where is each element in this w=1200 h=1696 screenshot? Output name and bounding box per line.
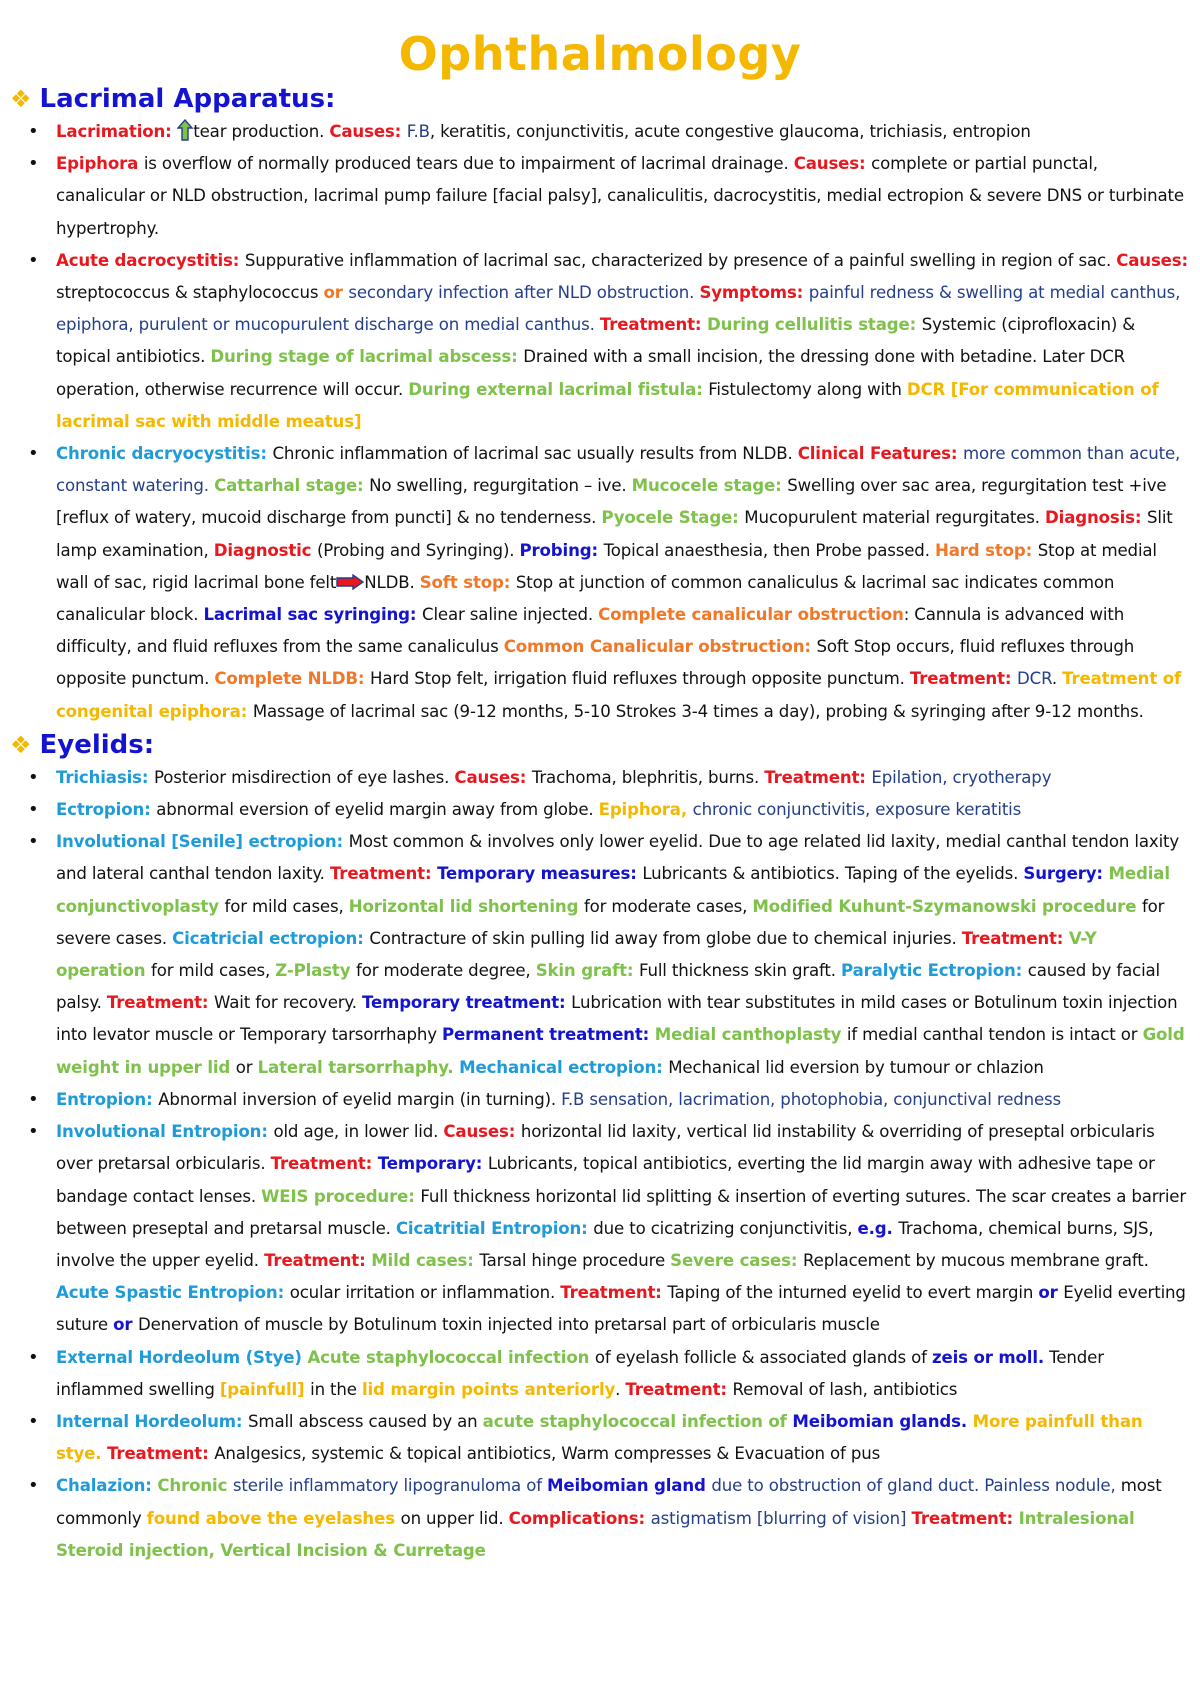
term-label: During external lacrimal fistula: bbox=[408, 379, 709, 399]
text-run: Suppurative inflammation of lacrimal sac, characterized by presence of a painful swelling in region of sac. bbox=[244, 250, 1117, 270]
text-run: sterile inflammatory lipogranuloma of bbox=[232, 1476, 548, 1496]
term-label: Lacrimation: bbox=[56, 122, 178, 141]
text-run: due to cicatrizing conjunctivitis, bbox=[593, 1218, 858, 1238]
term-label: Soft stop: bbox=[419, 572, 516, 592]
term-label: Lateral tarsorrhaphy. bbox=[257, 1057, 460, 1077]
list-item bbox=[0, 794, 1200, 826]
text-run: Removal of lash, antibiotics bbox=[732, 1379, 958, 1399]
term-label: Causes: bbox=[1116, 250, 1189, 270]
term-label: Paralytic Ectropion: bbox=[841, 961, 1028, 981]
term-label: Common Canalicular obstruction: bbox=[503, 637, 817, 657]
text-run: for mild cases, bbox=[224, 896, 349, 916]
text-run: old age, in lower lid. bbox=[273, 1122, 444, 1142]
text-run: for severe cases. bbox=[56, 896, 1165, 948]
term-label: Causes: bbox=[443, 1122, 521, 1142]
term-label: Gold weight in upper lid bbox=[56, 1025, 1185, 1077]
term-label: Involutional Entropion: bbox=[56, 1122, 274, 1142]
text-run: Full thickness horizontal lid splitting & insertion of everting sutures. The scar creates a barrier between preseptal and pretarsal muscle. bbox=[56, 1186, 1187, 1238]
text-run: Lubricants, topical antibiotics, everting the lid margin away with adhesive tape or bandage contact lenses. bbox=[56, 1154, 1155, 1206]
term-label: Meibomian gland bbox=[547, 1476, 712, 1496]
term-label: Complications: bbox=[508, 1508, 651, 1528]
text-run: Epilation, cryotherapy bbox=[871, 767, 1052, 787]
term-label: Treatment of congenital epiphora: bbox=[56, 669, 1182, 721]
text-run: Analgesics, systemic & topical antibiotics, Warm compresses & Evacuation of pus bbox=[214, 1444, 881, 1464]
term-label: WEIS procedure: bbox=[261, 1186, 421, 1206]
term-label: Acute dacrocystitis: bbox=[56, 250, 245, 270]
text-run: Slit lamp examination, bbox=[56, 508, 1173, 560]
term-label: More painfull than stye. bbox=[56, 1411, 1143, 1464]
term-label: Modified Kuhunt-Szymanowski procedure bbox=[752, 896, 1142, 916]
list-item bbox=[0, 826, 1200, 1084]
text-run: or bbox=[235, 1057, 258, 1077]
text-run: due to obstruction of gland duct. bbox=[711, 1476, 985, 1496]
text-run: Taping of the inturned eyelid to evert margin bbox=[667, 1283, 1039, 1303]
text-run: Replacement by mucous membrane graft. bbox=[803, 1250, 1149, 1270]
text-run: Trachoma, blephritis, burns. bbox=[531, 767, 765, 787]
text-run: more common than acute, constant watering. bbox=[56, 444, 1181, 496]
term-label: Treatment: bbox=[625, 1379, 733, 1399]
list-item bbox=[0, 438, 1200, 728]
section-heading bbox=[10, 82, 1200, 116]
text-run: Trachoma, chemical burns, SJS, involve the upper eyelid. bbox=[56, 1218, 1154, 1270]
term-label: Mucocele stage: bbox=[631, 476, 788, 496]
term-label: Entropion: bbox=[56, 1089, 159, 1109]
term-label: Ectropion: bbox=[56, 800, 157, 820]
text-run: most commonly bbox=[56, 1476, 1162, 1528]
text-run: F.B bbox=[406, 122, 430, 141]
term-label: Intralesional Steroid injection, Vertical Incision & Curretage bbox=[56, 1508, 1135, 1560]
text-run: streptococcus & staphylococcus bbox=[56, 283, 324, 303]
term-label: Involutional [Senile] ectropion: bbox=[56, 832, 349, 852]
term-label: Treatment: bbox=[106, 993, 215, 1013]
term-label: or bbox=[323, 283, 349, 303]
term-label: Diagnostic bbox=[213, 540, 317, 560]
text-run: secondary infection after NLD obstruction. bbox=[348, 283, 700, 303]
term-label: During stage of lacrimal abscess: bbox=[210, 347, 524, 367]
term-label: Treatment: bbox=[909, 669, 1017, 689]
term-label: Acute Spastic Entropion: bbox=[56, 1283, 290, 1303]
term-label: Mild cases: bbox=[371, 1250, 480, 1270]
term-label: Causes: bbox=[329, 122, 407, 141]
text-run: Fistulectomy along with bbox=[708, 379, 907, 399]
text-run: on upper lid. bbox=[400, 1508, 509, 1528]
term-label: Treatment: bbox=[961, 928, 1069, 948]
list-item bbox=[0, 762, 1200, 794]
term-label: or bbox=[113, 1315, 138, 1335]
term-label: Treatment: bbox=[329, 864, 438, 884]
text-run: astigmatism [blurring of vision] bbox=[650, 1508, 912, 1528]
term-label: During cellulitis stage: bbox=[707, 315, 922, 335]
list-item bbox=[0, 245, 1200, 438]
list-item bbox=[0, 148, 1200, 245]
text-run: : Cannula is advanced with difficulty, and fluid refluxes from the same canaliculus bbox=[56, 605, 1125, 657]
term-label: e.g. bbox=[857, 1218, 899, 1238]
text-run: if medial canthal tendon is intact or bbox=[846, 1025, 1143, 1045]
term-label: Treatment: bbox=[911, 1508, 1019, 1528]
term-label: Chalazion: bbox=[56, 1476, 158, 1496]
text-run: caused by facial palsy. bbox=[56, 961, 1161, 1013]
text-run: (Probing and Syringing). bbox=[316, 540, 520, 560]
term-label: Mechanical ectropion: bbox=[459, 1057, 669, 1077]
term-label: DCR [For communication of lacrimal sac with middle meatus] bbox=[56, 379, 1159, 431]
term-label: Lacrimal sac syringing: bbox=[203, 605, 423, 625]
term-label: lid margin points anteriorly bbox=[361, 1379, 616, 1399]
text-run: Soft Stop occurs, fluid refluxes through opposite punctum. bbox=[56, 637, 1135, 689]
term-label: found above the eyelashes bbox=[146, 1508, 401, 1528]
text-run: tear production. bbox=[193, 122, 330, 141]
term-label: acute staphylococcal infection of bbox=[482, 1411, 793, 1431]
text-run: in the bbox=[310, 1379, 362, 1399]
term-label: Epiphora bbox=[56, 154, 144, 174]
list-item bbox=[0, 1342, 1200, 1406]
text-run: Tender inflammed swelling bbox=[56, 1347, 1104, 1399]
diamond-bullet-icon: ❖ bbox=[10, 730, 32, 759]
text-run: DCR bbox=[1017, 669, 1052, 689]
term-label: Clinical Features: bbox=[797, 444, 964, 464]
term-label: V-Y operation bbox=[56, 928, 1097, 981]
term-label: Treatment: bbox=[270, 1154, 378, 1174]
page-title: Ophthalmology bbox=[398, 27, 802, 81]
term-label: Treatment: bbox=[560, 1283, 668, 1303]
term-label: Treatment: bbox=[599, 315, 708, 335]
term-label: Trichiasis: bbox=[56, 767, 154, 787]
text-run: . bbox=[615, 1379, 626, 1399]
text-run: No swelling, regurgitation – ive. bbox=[369, 476, 632, 496]
term-label: or bbox=[1038, 1283, 1064, 1303]
bullet-list bbox=[0, 116, 1200, 728]
term-label: Diagnosis: bbox=[1045, 508, 1147, 528]
text-run: painful redness & swelling at medial canthus, epiphora, purulent or mucopurulent discharge on medial canthus. bbox=[56, 283, 1181, 335]
term-label: Symptoms: bbox=[699, 283, 809, 303]
text-run: Lubrication with tear substitutes in mild cases or Botulinum toxin injection into levator muscle or Temporary tarsorrhaphy bbox=[56, 993, 1178, 1045]
text-run: Denervation of muscle by Botulinum toxin injected into pretarsal part of orbicularis muscle bbox=[138, 1315, 880, 1335]
term-label: Surgery: bbox=[1023, 864, 1109, 884]
term-label: Complete NLDB: bbox=[214, 669, 371, 689]
right-arrow-icon bbox=[336, 574, 364, 590]
text-run: Hard Stop felt, irrigation fluid refluxes through opposite punctum. bbox=[370, 669, 910, 689]
document-body bbox=[0, 82, 1200, 1567]
term-label: Chronic bbox=[157, 1476, 233, 1496]
text-run: for moderate cases, bbox=[583, 896, 753, 916]
text-run: Stop at medial wall of sac, rigid lacrimal bone felt bbox=[56, 540, 1157, 592]
text-run: Abnormal inversion of eyelid margin (in turning). bbox=[158, 1089, 562, 1109]
term-label: zeis or moll. bbox=[932, 1347, 1045, 1367]
term-label: Temporary treatment: bbox=[362, 993, 572, 1013]
section-heading-text: Eyelids: bbox=[39, 729, 155, 760]
term-label: Complete canalicular obstruction bbox=[598, 605, 904, 625]
text-run: Chronic inflammation of lacrimal sac usually results from NLDB. bbox=[272, 444, 798, 464]
list-item bbox=[0, 1470, 1200, 1567]
term-label: Permanent treatment: bbox=[442, 1025, 655, 1045]
text-run: Eyelid everting suture bbox=[56, 1283, 1186, 1335]
text-run: NLDB. bbox=[364, 572, 420, 592]
text-run: Contracture of skin pulling lid away from globe due to chemical injuries. bbox=[369, 928, 962, 948]
term-label: Medial conjunctivoplasty bbox=[56, 864, 1170, 916]
term-label: Acute staphylococcal infection bbox=[307, 1347, 595, 1367]
term-label: Cicatricial ectropion: bbox=[172, 928, 370, 948]
term-label: Epiphora, bbox=[598, 800, 693, 820]
text-run: Lubricants & antibiotics. Taping of the eyelids. bbox=[642, 864, 1024, 884]
term-label: Meibomian glands. bbox=[792, 1411, 973, 1431]
term-label: Treatment: bbox=[264, 1250, 372, 1270]
text-run: Stop at junction of common canaliculus & lacrimal sac indicates common canalicular block. bbox=[56, 572, 1115, 625]
text-run: complete or partial punctal, canalicular or NLD obstruction, lacrimal pump failure [facial palsy], canaliculitis, dacrocystitis, medial ectropion & severe DNS or turbinate hypertrophy. bbox=[56, 154, 1184, 238]
term-label: Causes: bbox=[793, 154, 872, 174]
term-label: Cattarhal stage: bbox=[214, 476, 370, 496]
text-run: abnormal eversion of eyelid margin away from globe. bbox=[156, 800, 599, 820]
text-run: Systemic (ciprofloxacin) & topical antibiotics. bbox=[56, 315, 1136, 367]
list-item bbox=[0, 1406, 1200, 1470]
text-run: is overflow of normally produced tears due to impairment of lacrimal drainage. bbox=[143, 154, 794, 174]
term-label: Temporary: bbox=[377, 1154, 488, 1174]
section-heading-text: Lacrimal Apparatus: bbox=[39, 84, 336, 114]
term-label: Medial canthoplasty bbox=[654, 1025, 847, 1045]
text-run: Most common & involves only lower eyelid. Due to age related lid laxity, medial canthal tendon laxity and lateral canthal tendon laxity. bbox=[56, 832, 1180, 884]
text-run: Painless nodule, bbox=[984, 1476, 1121, 1496]
text-run: Full thickness skin graft. bbox=[638, 961, 842, 981]
term-label: Severe cases: bbox=[670, 1250, 804, 1270]
list-item bbox=[0, 1084, 1200, 1116]
text-run: ocular irritation or inflammation. bbox=[289, 1283, 561, 1303]
term-label: Internal Hordeolum: bbox=[56, 1411, 249, 1431]
list-item bbox=[0, 1116, 1200, 1341]
term-label: Horizontal lid shortening bbox=[348, 896, 584, 916]
term-label: Skin graft: bbox=[535, 961, 639, 981]
text-run: Wait for recovery. bbox=[214, 993, 362, 1013]
term-label: External Hordeolum (Stye) bbox=[56, 1347, 308, 1367]
text-run: Mechanical lid eversion by tumour or chlazion bbox=[668, 1057, 1044, 1077]
term-label: Temporary measures: bbox=[437, 864, 643, 884]
text-run: Clear saline injected. bbox=[422, 605, 599, 625]
text-run: Topical anaesthesia, then Probe passed. bbox=[603, 540, 935, 560]
text-run: for moderate degree, bbox=[356, 961, 536, 981]
term-label: Causes: bbox=[454, 767, 532, 787]
section-heading bbox=[10, 728, 1200, 762]
up-arrow-icon bbox=[177, 119, 193, 141]
text-run: Posterior misdirection of eye lashes. bbox=[153, 767, 455, 787]
term-label: Probing: bbox=[519, 540, 604, 560]
diamond-bullet-icon: ❖ bbox=[10, 85, 32, 113]
term-label: Chronic dacryocystitis: bbox=[56, 444, 273, 464]
text-run: for mild cases, bbox=[151, 961, 276, 981]
text-run: Small abscess caused by an bbox=[248, 1411, 483, 1431]
text-run: chronic conjunctivitis, exposure keratitis bbox=[692, 800, 1022, 820]
term-label: Pyocele Stage: bbox=[601, 508, 745, 528]
list-item bbox=[0, 116, 1200, 148]
bullet-list bbox=[0, 762, 1200, 1567]
term-label: Treatment: bbox=[107, 1444, 215, 1464]
text-run: of eyelash follicle & associated glands of bbox=[594, 1347, 932, 1367]
term-label: Cicatritial Entropion: bbox=[395, 1218, 594, 1238]
term-label: Z-Plasty bbox=[275, 961, 356, 981]
term-label: Treatment: bbox=[764, 767, 872, 787]
text-run: Mucopurulent material regurgitates. bbox=[744, 508, 1046, 528]
text-run: Drained with a small incision, the dressing done with betadine. Later DCR operation, otherwise recurrence will occur. bbox=[56, 347, 1126, 399]
text-run: , keratitis, conjunctivitis, acute congestive glaucoma, trichiasis, entropion bbox=[429, 122, 1031, 141]
text-run: Massage of lacrimal sac (9-12 months, 5-10 Strokes 3-4 times a day), probing & syringing after 9-12 months. bbox=[252, 701, 1144, 721]
text-run: F.B sensation, lacrimation, photophobia, conjunctival redness bbox=[561, 1089, 1062, 1109]
text-run: . bbox=[1051, 669, 1063, 689]
text-run: Tarsal hinge procedure bbox=[479, 1250, 671, 1270]
term-label: Hard stop: bbox=[934, 540, 1038, 560]
text-run: Swelling over sac area, regurgitation test +ive [reflux of watery, mucoid discharge from puncti] & no tenderness. bbox=[56, 476, 1167, 528]
term-label: [painfull] bbox=[219, 1379, 311, 1399]
text-run: horizontal lid laxity, vertical lid instability & overriding of preseptal orbicularis over pretarsal orbicularis. bbox=[56, 1122, 1155, 1174]
